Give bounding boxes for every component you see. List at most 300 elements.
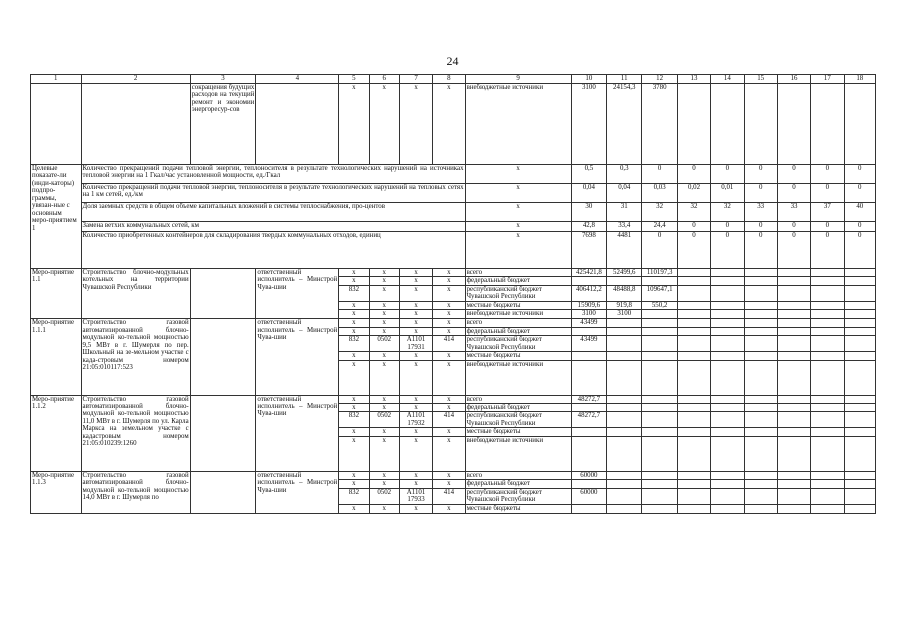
code-cell: x [369, 277, 399, 285]
indicator-value: 0 [844, 165, 875, 184]
code-cell: x [339, 428, 369, 436]
empty-cell [811, 436, 844, 471]
measure-title: Строительство газовой автоматизированной блочно-модульной ко-тельной мощностью 11,0 МВт в г. Шумерля по ул. Карла Маркса на земельном участке с кадастровым номером 21:05:010239:1260 [81, 395, 190, 471]
code-cell: x [369, 480, 399, 488]
indicator-value: 33 [777, 203, 810, 222]
indicator-value: 0 [844, 222, 875, 232]
code-cell: x [369, 471, 399, 479]
code-cell: x [339, 301, 369, 309]
header-col-2: 2 [81, 75, 190, 84]
empty-cell [677, 285, 710, 301]
empty-cell [677, 269, 710, 277]
code-cell: x [433, 84, 465, 165]
indicator-value: 0 [777, 184, 810, 203]
empty-cell [744, 403, 777, 411]
empty-cell [844, 480, 875, 488]
empty-cell [777, 269, 810, 277]
funding-source: внебюджетные источники [465, 360, 571, 395]
code-cell: x [399, 403, 432, 411]
empty-cell [190, 471, 256, 513]
amount-cell: 48488,8 [607, 285, 642, 301]
empty-cell [711, 488, 744, 504]
empty-cell [777, 84, 810, 165]
code-cell: x [433, 327, 465, 335]
empty-cell [677, 360, 710, 395]
empty-cell [607, 360, 642, 395]
empty-cell [607, 471, 642, 479]
empty-cell [777, 310, 810, 319]
code-cell: x [339, 352, 369, 360]
code-cell: 414 [433, 336, 465, 352]
empty-cell [844, 285, 875, 301]
code-cell: x [369, 360, 399, 395]
empty-cell [744, 428, 777, 436]
empty-cell [844, 301, 875, 309]
funding-source: всего [465, 269, 571, 277]
empty-cell [256, 84, 339, 165]
header-col-14: 14 [711, 75, 744, 84]
header-col-1: 1 [31, 75, 82, 84]
responsible-executor: ответственный исполнитель – Минстрой Чува-шии [256, 471, 339, 513]
funding-source: местные бюджеты [465, 352, 571, 360]
empty-cell [811, 395, 844, 403]
indicator-value: 0 [744, 184, 777, 203]
empty-cell [642, 403, 677, 411]
indicator-x: x [465, 165, 571, 184]
empty-cell [844, 395, 875, 403]
code-cell: x [369, 301, 399, 309]
code-cell: А1101 17932 [399, 412, 432, 428]
indicator-value: 37 [811, 203, 844, 222]
empty-cell [677, 395, 710, 403]
empty-cell [711, 327, 744, 335]
empty-cell [642, 319, 677, 327]
code-cell: x [433, 269, 465, 277]
amount-cell: 110197,3 [642, 269, 677, 277]
empty-cell [607, 428, 642, 436]
code-cell: x [369, 327, 399, 335]
empty-cell [744, 504, 777, 513]
empty-cell [777, 488, 810, 504]
empty-cell [844, 336, 875, 352]
empty-cell [744, 84, 777, 165]
code-cell: А1101 17933 [399, 488, 432, 504]
code-cell: 0502 [369, 488, 399, 504]
empty-cell [711, 471, 744, 479]
code-cell: x [339, 360, 369, 395]
empty-cell [811, 319, 844, 327]
header-col-10: 10 [571, 75, 606, 84]
code-cell: x [433, 395, 465, 403]
amount-cell [571, 428, 606, 436]
continuation-row [31, 84, 876, 165]
amount-cell [642, 277, 677, 285]
indicator-value: 0 [811, 184, 844, 203]
indicator-value: 0 [711, 232, 744, 269]
indicator-value: 0 [642, 232, 677, 269]
code-cell: x [399, 504, 432, 513]
indicator-value: 0,04 [571, 184, 606, 203]
amount-cell: 52499,6 [607, 269, 642, 277]
empty-cell [777, 412, 810, 428]
empty-cell [811, 327, 844, 335]
empty-cell [844, 471, 875, 479]
empty-cell [777, 360, 810, 395]
amount-cell: 550,2 [642, 301, 677, 309]
empty-cell [711, 480, 744, 488]
continuation-purpose: сокращения будущих расходов на текущий ремонт и экономии энергоресур-сов [190, 84, 256, 165]
code-cell: 832 [339, 488, 369, 504]
empty-cell [607, 412, 642, 428]
indicator-value: 0,04 [607, 184, 642, 203]
empty-cell [677, 480, 710, 488]
indicator-value: 40 [844, 203, 875, 222]
empty-cell [677, 436, 710, 471]
header-col-3: 3 [190, 75, 256, 84]
indicator-value: 0 [777, 222, 810, 232]
code-cell: x [339, 319, 369, 327]
measure-label: Меро-приятие 1.1 [31, 269, 82, 319]
empty-cell [844, 360, 875, 395]
page-number: 24 [446, 54, 459, 68]
empty-cell [744, 327, 777, 335]
code-cell: x [433, 352, 465, 360]
empty-cell [81, 84, 190, 165]
indicator-name: Количество приобретенных контейнеров для складирования твердых коммунальных отходов, единиц [81, 232, 465, 269]
empty-cell [744, 336, 777, 352]
indicator-row [31, 222, 876, 232]
empty-cell [844, 488, 875, 504]
code-cell: x [433, 436, 465, 471]
empty-cell [607, 327, 642, 335]
code-cell: x [433, 285, 465, 301]
funding-source: федеральный бюджет [465, 403, 571, 411]
measure-row [31, 269, 876, 277]
code-cell: x [339, 471, 369, 479]
amount-cell [571, 436, 606, 471]
empty-cell [642, 471, 677, 479]
indicator-value: 0 [642, 165, 677, 184]
code-cell: x [369, 352, 399, 360]
empty-cell [711, 277, 744, 285]
code-cell: x [369, 395, 399, 403]
empty-cell [190, 395, 256, 471]
indicator-value: 33,4 [607, 222, 642, 232]
amount-cell [571, 327, 606, 335]
indicator-value: 4481 [607, 232, 642, 269]
responsible-executor: ответственный исполнитель – Минстрой Чува-шии [256, 319, 339, 395]
empty-cell [711, 436, 744, 471]
empty-cell [811, 471, 844, 479]
code-cell: x [433, 428, 465, 436]
indicator-value: 0,03 [642, 184, 677, 203]
empty-cell [607, 336, 642, 352]
indicator-value: 0 [677, 222, 710, 232]
indicator-value: 31 [607, 203, 642, 222]
code-cell: x [399, 84, 432, 165]
empty-cell [642, 428, 677, 436]
code-cell: x [433, 403, 465, 411]
code-cell: x [339, 269, 369, 277]
funding-source: федеральный бюджет [465, 480, 571, 488]
empty-cell [844, 403, 875, 411]
empty-cell [711, 360, 744, 395]
indicator-value: 0 [844, 232, 875, 269]
empty-cell [844, 310, 875, 319]
empty-cell [711, 319, 744, 327]
funding-source: всего [465, 395, 571, 403]
empty-cell [642, 504, 677, 513]
empty-cell [677, 412, 710, 428]
code-cell: x [369, 285, 399, 301]
indicator-value: 7698 [571, 232, 606, 269]
empty-cell [777, 285, 810, 301]
code-cell: 0502 [369, 336, 399, 352]
empty-cell [711, 395, 744, 403]
code-cell: x [339, 327, 369, 335]
amount-cell: 109647,1 [642, 285, 677, 301]
empty-cell [744, 436, 777, 471]
funding-source: всего [465, 471, 571, 479]
empty-cell [607, 319, 642, 327]
header-col-9: 9 [465, 75, 571, 84]
empty-cell [607, 504, 642, 513]
indicator-row [31, 203, 876, 222]
measure-label: Меро-приятие 1.1.1 [31, 319, 82, 395]
indicator-value: 0 [844, 184, 875, 203]
code-cell: x [399, 480, 432, 488]
empty-cell [711, 84, 744, 165]
empty-cell [677, 327, 710, 335]
funding-source: республиканский бюджет Чувашской Республики [465, 285, 571, 301]
empty-cell [777, 327, 810, 335]
measure-row [31, 319, 876, 327]
empty-cell [642, 480, 677, 488]
empty-cell [777, 428, 810, 436]
indicator-value: 0 [711, 222, 744, 232]
header-col-13: 13 [677, 75, 710, 84]
amount-cell [571, 360, 606, 395]
header-col-4: 4 [256, 75, 339, 84]
code-cell: 414 [433, 488, 465, 504]
funding-source: внебюджетные источники [465, 310, 571, 319]
empty-cell [811, 269, 844, 277]
code-cell: x [339, 277, 369, 285]
empty-cell [811, 277, 844, 285]
amount-cell: 43499 [571, 336, 606, 352]
measure-title: Строительство блочно-модульных котельных на территории Чувашской Республики [81, 269, 190, 319]
empty-cell [607, 395, 642, 403]
empty-cell [811, 412, 844, 428]
funding-source: местные бюджеты [465, 301, 571, 309]
program-table [30, 74, 876, 514]
responsible-executor: ответственный исполнитель – Минстрой Чува-шии [256, 269, 339, 319]
code-cell: x [433, 480, 465, 488]
amount-cell: 60000 [571, 471, 606, 479]
code-cell: x [339, 480, 369, 488]
empty-cell [677, 403, 710, 411]
indicator-x: x [465, 232, 571, 269]
amount-cell [642, 310, 677, 319]
indicator-value: 0,5 [571, 165, 606, 184]
empty-cell [677, 301, 710, 309]
code-cell: x [433, 471, 465, 479]
empty-cell [744, 301, 777, 309]
amount-cell: 48272,7 [571, 395, 606, 403]
empty-cell [777, 480, 810, 488]
code-cell: x [399, 285, 432, 301]
amount-cell: 3100 [607, 310, 642, 319]
empty-cell [642, 360, 677, 395]
empty-cell [607, 352, 642, 360]
header-col-15: 15 [744, 75, 777, 84]
empty-cell [711, 352, 744, 360]
empty-cell [844, 327, 875, 335]
empty-cell [844, 352, 875, 360]
header-col-16: 16 [777, 75, 810, 84]
empty-cell [642, 488, 677, 504]
code-cell: x [399, 269, 432, 277]
measure-row [31, 471, 876, 479]
indicator-row [31, 165, 876, 184]
header-col-7: 7 [399, 75, 432, 84]
code-cell: 832 [339, 285, 369, 301]
code-cell: x [399, 360, 432, 395]
funding-source: местные бюджеты [465, 428, 571, 436]
indicator-value: 0 [777, 165, 810, 184]
empty-cell [31, 84, 82, 165]
amount-cell [571, 403, 606, 411]
measure-row [31, 395, 876, 403]
empty-cell [642, 352, 677, 360]
empty-cell [677, 84, 710, 165]
indicator-value: 0 [744, 232, 777, 269]
empty-cell [777, 277, 810, 285]
indicator-name: Доля заемных средств в общем объеме капитальных вложений в системы теплоснабжения, про-центов [81, 203, 465, 222]
indicator-name: Количество прекращений подачи тепловой энергии, теплоносителя в результате технологических нарушений на источниках тепловой энергии на 1 Гкал/час установленной мощности, ед./Гкал [81, 165, 465, 184]
funding-source: федеральный бюджет [465, 277, 571, 285]
amount-cell: 3100 [571, 310, 606, 319]
indicator-x: x [465, 222, 571, 232]
code-cell: x [399, 395, 432, 403]
empty-cell [844, 436, 875, 471]
empty-cell [607, 488, 642, 504]
indicator-value: 32 [677, 203, 710, 222]
empty-cell [677, 319, 710, 327]
empty-cell [744, 488, 777, 504]
empty-cell [642, 336, 677, 352]
amount-cell [607, 277, 642, 285]
code-cell: x [339, 395, 369, 403]
indicator-x: x [465, 184, 571, 203]
empty-cell [711, 310, 744, 319]
empty-cell [190, 269, 256, 319]
empty-cell [677, 471, 710, 479]
code-cell: x [433, 277, 465, 285]
empty-cell [777, 301, 810, 309]
empty-cell [811, 403, 844, 411]
empty-cell [811, 310, 844, 319]
code-cell: x [339, 310, 369, 319]
code-cell: x [399, 428, 432, 436]
funding-source: федеральный бюджет [465, 327, 571, 335]
indicator-row [31, 232, 876, 269]
code-cell: x [433, 360, 465, 395]
measure-title: Строительство газовой автоматизированной блочно-модульной ко-тельной мощностью 9,5 МВт в г. Шумерля по пер. Школьный на зе-мельном участке с када-стровым номером 21:05:010117:523 [81, 319, 190, 395]
empty-cell [777, 319, 810, 327]
empty-cell [190, 319, 256, 395]
empty-cell [811, 84, 844, 165]
indicator-name: Количество прекращений подачи тепловой энергии, теплоносителя в результате технологических нарушений на тепловых сетях на 1 км сетей, ед./км [81, 184, 465, 203]
empty-cell [711, 428, 744, 436]
funding-source: всего [465, 319, 571, 327]
empty-cell [677, 277, 710, 285]
empty-cell [744, 277, 777, 285]
indicator-value: 0 [744, 165, 777, 184]
indicator-value: 24,4 [642, 222, 677, 232]
empty-cell [777, 336, 810, 352]
empty-cell [677, 336, 710, 352]
indicator-row [31, 184, 876, 203]
code-cell: x [399, 277, 432, 285]
header-col-17: 17 [811, 75, 844, 84]
indicator-value: 42,8 [571, 222, 606, 232]
indicator-value: 33 [744, 203, 777, 222]
code-cell: 414 [433, 412, 465, 428]
empty-cell [744, 352, 777, 360]
empty-cell [811, 360, 844, 395]
amount-cell [571, 480, 606, 488]
code-cell: x [369, 403, 399, 411]
indicator-value: 0 [777, 232, 810, 269]
amount-cell: 919,8 [607, 301, 642, 309]
empty-cell [711, 412, 744, 428]
code-cell: А1101 17931 [399, 336, 432, 352]
code-cell: x [433, 301, 465, 309]
code-cell: x [399, 471, 432, 479]
header-col-11: 11 [607, 75, 642, 84]
empty-cell [677, 488, 710, 504]
empty-cell [607, 436, 642, 471]
indicator-value: 0 [811, 222, 844, 232]
amount-cell: 3100 [571, 84, 606, 165]
measure-label: Меро-приятие 1.1.2 [31, 395, 82, 471]
empty-cell [744, 269, 777, 277]
empty-cell [711, 336, 744, 352]
code-cell: x [339, 403, 369, 411]
empty-cell [811, 504, 844, 513]
funding-source: внебюджетные источники [465, 436, 571, 471]
code-cell: x [369, 319, 399, 327]
empty-cell [711, 504, 744, 513]
code-cell: x [433, 504, 465, 513]
code-cell: x [399, 352, 432, 360]
funding-source: республиканский бюджет Чувашской Республики [465, 488, 571, 504]
empty-cell [677, 504, 710, 513]
empty-cell [844, 84, 875, 165]
empty-cell [677, 352, 710, 360]
empty-cell [607, 403, 642, 411]
code-cell: x [369, 84, 399, 165]
empty-cell [744, 360, 777, 395]
code-cell: x [399, 327, 432, 335]
empty-cell [642, 395, 677, 403]
amount-cell: 43499 [571, 319, 606, 327]
empty-cell [711, 301, 744, 309]
indicator-value: 32 [642, 203, 677, 222]
empty-cell [711, 403, 744, 411]
code-cell: 832 [339, 336, 369, 352]
